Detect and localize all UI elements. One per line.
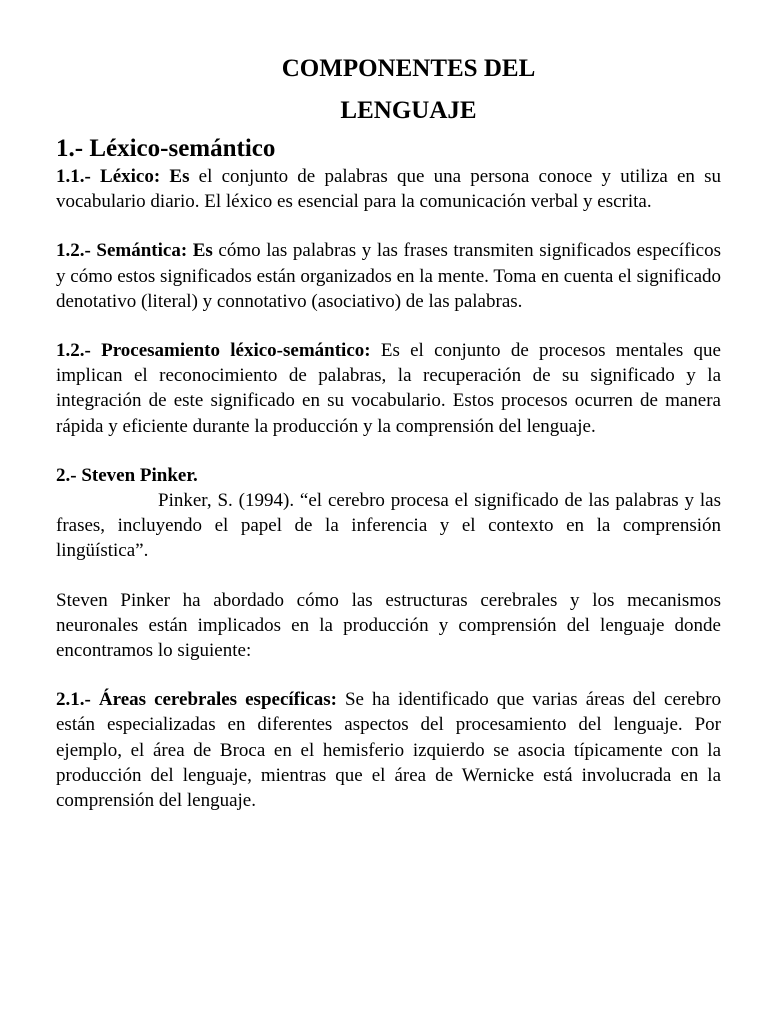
paragraph-text: el conjunto de palabras que una persona conoce y utiliza en su vocabulario diario. El léxico es esencial para la comunicación verbal y escrita. <box>56 166 721 213</box>
paragraph-text: cómo las palabras y las frases transmiten significados específicos y cómo estos significados están organizados en la mente. Toma en cuenta el significado denotativo (literal) y connotativo (asociativo) de las palabras. <box>56 240 722 312</box>
document-page <box>56 48 721 813</box>
paragraph-label: 1.1.- Léxico: Es <box>56 166 190 187</box>
paragraph-text: Es el conjunto de procesos mentales que implican el reconocimiento de palabras, la recuperación de su significado y la integración de este significado en su vocabulario. Estos procesos ocurren de manera rápida y eficiente durante la producción y la comprensión del lenguaje. <box>56 340 721 437</box>
spacer <box>56 663 721 687</box>
document-title <box>56 48 721 132</box>
paragraph-semantica <box>56 238 721 314</box>
paragraph-areas <box>56 687 721 813</box>
paragraph-procesamiento <box>56 338 721 439</box>
spacer <box>56 314 721 338</box>
paragraph-label: 1.2.- Semántica: Es <box>56 240 213 262</box>
paragraph-text: Se ha identificado que varias áreas del cerebro están especializadas en diferentes aspectos del procesamiento del lenguaje. Por ejemplo, el área de Broca en el hemisferio izquierdo se asocia típicamente con la producción del lenguaje, mientras que el área de Wernicke está involucrada en la comprensión del lenguaje. <box>56 689 721 812</box>
title-line-2: LENGUAJE <box>340 97 477 124</box>
paragraph-quote <box>56 488 721 564</box>
section-1-heading: 1.- Léxico-semántico <box>56 135 276 162</box>
spacer <box>56 214 721 238</box>
paragraph-label: 2.1.- Áreas cerebrales específicas: <box>56 689 337 711</box>
paragraph-label: 1.2.- Procesamiento léxico-semántico: <box>56 340 371 362</box>
spacer <box>56 564 721 588</box>
title-line-1: COMPONENTES DEL <box>281 55 536 82</box>
section-2-heading: 2.- Steven Pinker. <box>56 464 198 486</box>
quote-text: Pinker, S. (1994). “el cerebro procesa el significado de las palabras y las frases, incluyendo el papel de la inferencia y el contexto en la comprensión lingüística”. <box>56 490 721 562</box>
paragraph-pinker-intro: Steven Pinker ha abordado cómo las estructuras cerebrales y los mecanismos neuronales están implicados en la producción y comprensión del lenguaje donde encontramos lo siguiente: <box>56 589 721 662</box>
paragraph-lexico <box>56 164 721 214</box>
spacer <box>56 439 721 463</box>
